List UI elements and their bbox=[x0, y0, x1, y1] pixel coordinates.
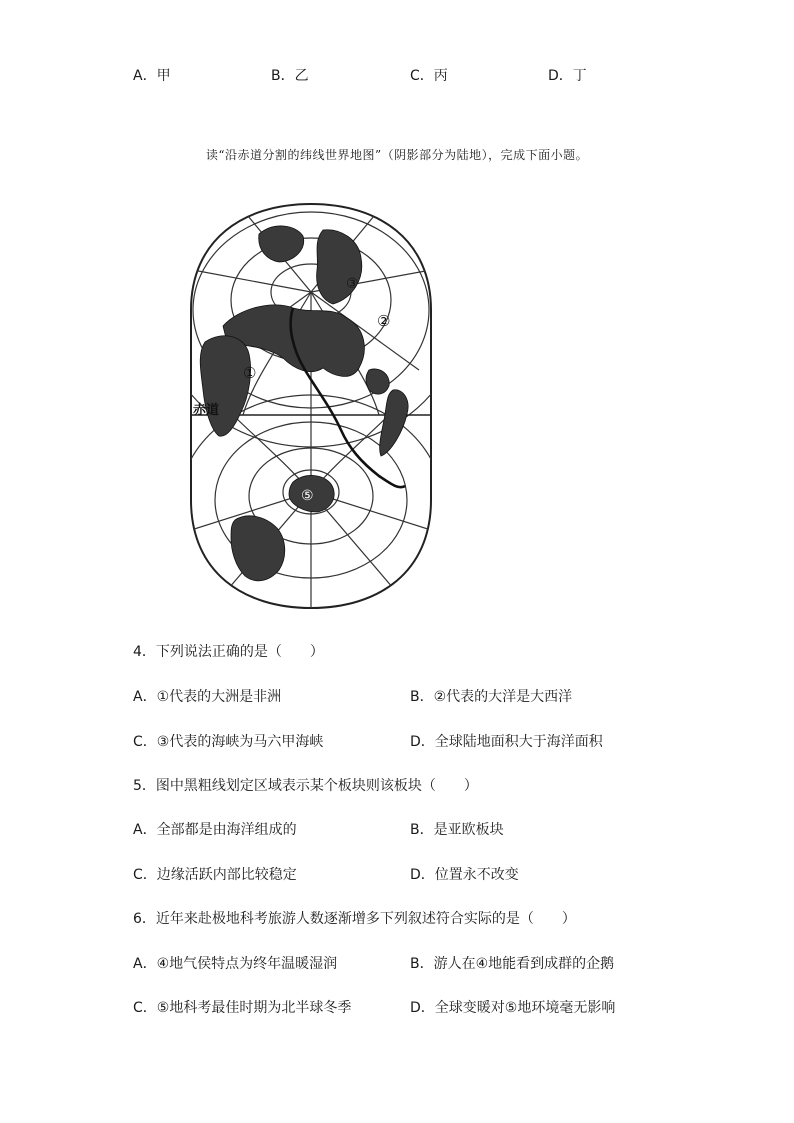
q5-option-c: C．边缘活跃内部比较稳定 bbox=[133, 867, 297, 883]
q5-option-a: A．全部都是由海洋组成的 bbox=[133, 822, 297, 838]
q6-option-b: B．游人在④地能看到成群的企鹅 bbox=[410, 956, 615, 972]
africa-land bbox=[200, 336, 250, 436]
greenland-land bbox=[259, 226, 304, 262]
question-6-stem: 6．近年来赴极地科考旅游人数逐渐增多下列叙述符合实际的是（ ） bbox=[133, 911, 576, 927]
question-5-stem: 5．图中黑粗线划定区域表示某个板块则该板块（ ） bbox=[133, 778, 478, 794]
question-6-options-row-1 bbox=[0, 952, 794, 976]
equator-label: 赤道 bbox=[193, 403, 220, 418]
option-b: B．乙 bbox=[271, 68, 309, 84]
question-6-options-row-2 bbox=[0, 996, 794, 1020]
question-5-options-row-2 bbox=[0, 863, 794, 887]
marker-1-label: ① bbox=[243, 364, 257, 382]
south-america-land bbox=[231, 516, 285, 581]
marker-3-label: ③ bbox=[346, 276, 359, 292]
marker-5-label: ⑤ bbox=[301, 488, 314, 504]
question-4-options-row-2 bbox=[0, 730, 794, 754]
southeast-asia-land bbox=[366, 369, 389, 394]
option-d: D．丁 bbox=[548, 68, 587, 84]
option-c: C．丙 bbox=[410, 68, 448, 84]
equator-split-world-map bbox=[183, 200, 439, 612]
australia-land bbox=[380, 390, 408, 456]
map-reading-instruction: 读“沿赤道分割的纬线世界地图”（阴影部分为陆地），完成下面小题。 bbox=[205, 148, 589, 162]
q6-option-a: A．④地气侯特点为终年温暖湿润 bbox=[133, 956, 338, 972]
option-a: A．甲 bbox=[133, 68, 171, 84]
q6-option-d: D．全球变暖对⑤地环境毫无影响 bbox=[410, 1000, 616, 1016]
question-4-options-row-1 bbox=[0, 685, 794, 709]
q4-option-b: B．②代表的大洋是大西洋 bbox=[410, 689, 573, 705]
previous-question-options bbox=[0, 64, 794, 88]
land-masses bbox=[200, 226, 408, 581]
question-4-stem: 4．下列说法正确的是（ ） bbox=[133, 644, 324, 660]
north-america-land bbox=[317, 230, 362, 304]
question-5-options-row-1 bbox=[0, 818, 794, 842]
q5-option-b: B．是亚欧板块 bbox=[410, 822, 504, 838]
q4-option-a: A．①代表的大洲是非洲 bbox=[133, 689, 282, 705]
marker-2-label: ② bbox=[377, 312, 391, 330]
q5-option-d: D．位置永不改变 bbox=[410, 867, 519, 883]
q4-option-d: D．全球陆地面积大于海洋面积 bbox=[410, 734, 603, 750]
q4-option-c: C．③代表的海峡为马六甲海峡 bbox=[133, 734, 324, 750]
q6-option-c: C．⑤地科考最佳时期为北半球冬季 bbox=[133, 1000, 352, 1016]
